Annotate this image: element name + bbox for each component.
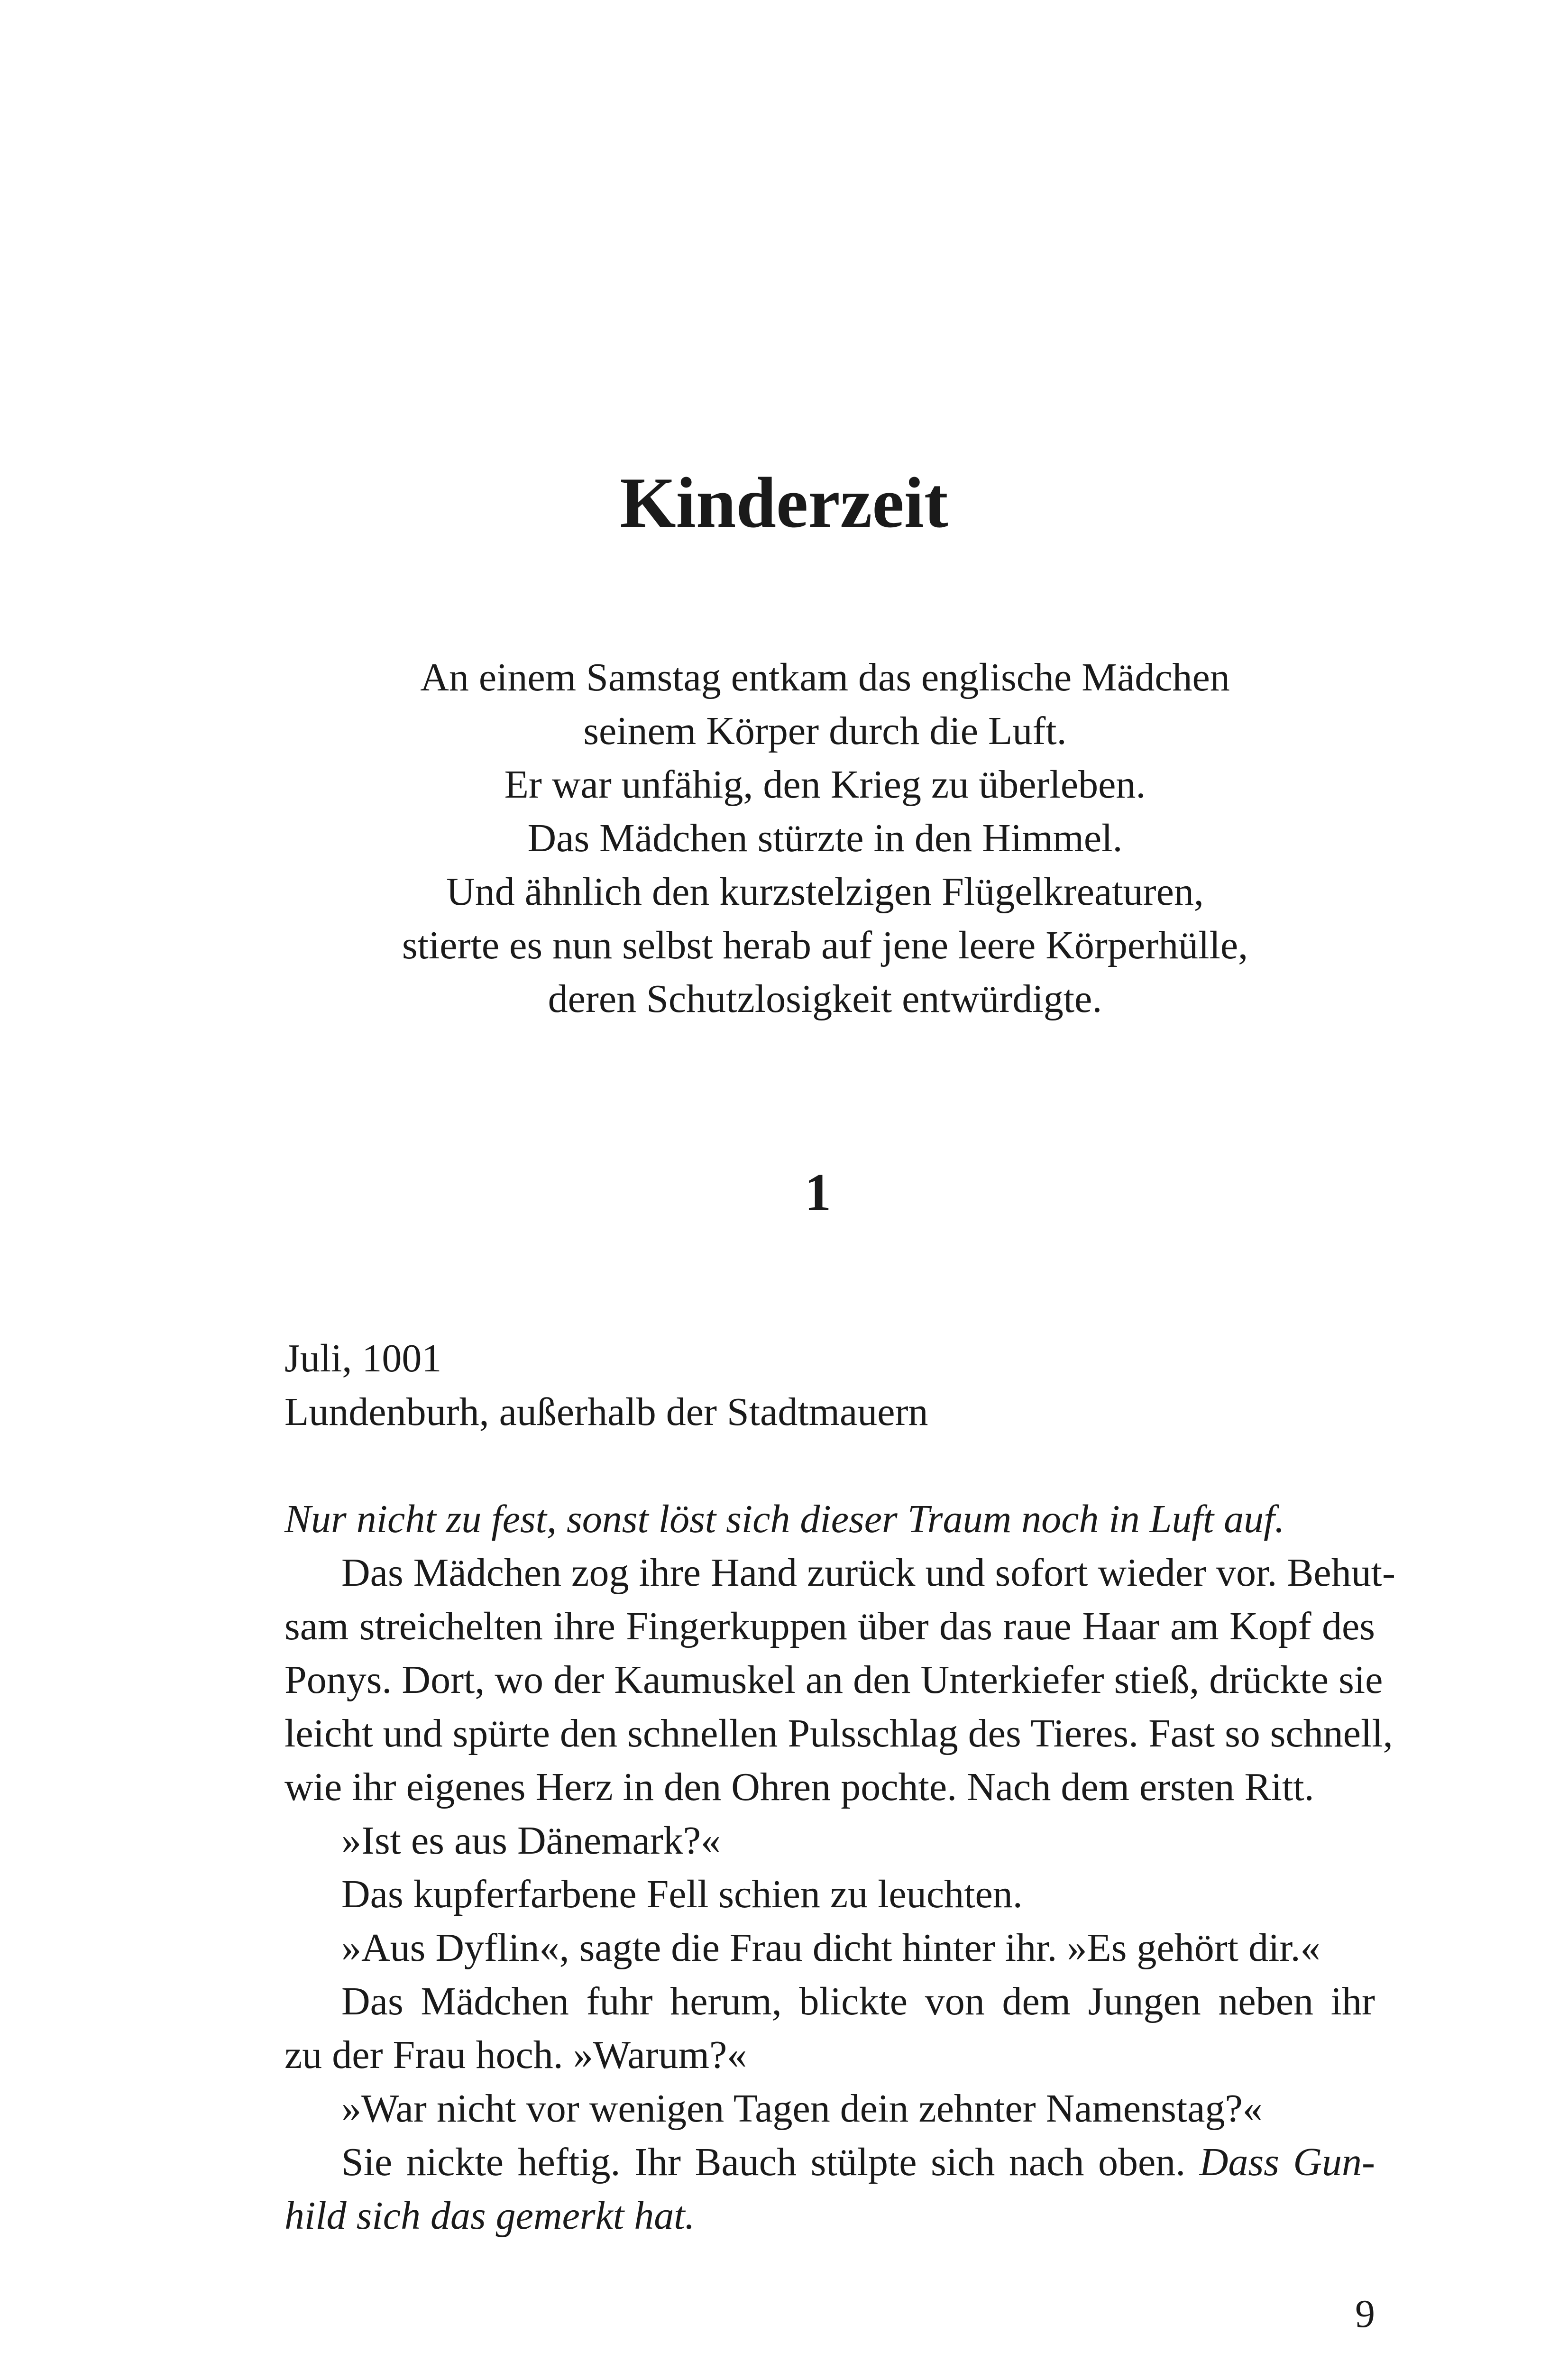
epigraph-line: An einem Samstag entkam das englische Mädchen xyxy=(420,655,1230,699)
paragraph-gap xyxy=(284,1439,1375,1492)
paragraph-line: Das kupferfarbene Fell schien zu leuchten. xyxy=(341,1872,1023,1916)
dialogue-line: »Aus Dyflin«, sagte die Frau dicht hinter ihr. »Es gehört dir.« xyxy=(341,1926,1320,1970)
chapter-title: Kinderzeit xyxy=(620,463,948,542)
epigraph-line: Und ähnlich den kurzstelzigen Flügelkreaturen, xyxy=(446,870,1204,914)
page-number: 9 xyxy=(1355,2292,1375,2336)
epigraph-line: deren Schutzlosigkeit entwürdigte. xyxy=(548,977,1102,1021)
paragraph-line: Ponys. Dort, wo der Kaumuskel an den Unterkiefer stieß, drückte sie xyxy=(284,1658,1383,1702)
paragraph-line: Das Mädchen zog ihre Hand zurück und sofort wieder vor. Behut- xyxy=(341,1551,1396,1595)
dateline-date: Juli, 1001 xyxy=(284,1336,442,1380)
italic-thought: Dass Gun- xyxy=(1199,2140,1375,2184)
epigraph xyxy=(237,651,1413,1026)
paragraph-line: wie ihr eigenes Herz in den Ohren pochte. Nach dem ersten Ritt. xyxy=(284,1765,1314,1809)
epigraph-line: seinem Körper durch die Luft. xyxy=(583,709,1067,753)
paragraph-line: zu der Frau hoch. »Warum?« xyxy=(284,2033,747,2077)
epigraph-line: Das Mädchen stürzte in den Himmel. xyxy=(527,816,1123,860)
dateline-place: Lundenburh, außerhalb der Stadtmauern xyxy=(284,1390,928,1434)
paragraph-line: sam streichelten ihre Fingerkuppen über das raue Haar am Kopf des xyxy=(284,1604,1375,1648)
opening-italic-line: Nur nicht zu fest, sonst löst sich dieser Traum noch in Luft auf. xyxy=(284,1497,1285,1541)
italic-thought-line: hild sich das gemerkt hat. xyxy=(284,2194,695,2238)
paragraph-line: Das Mädchen fuhr herum, blickte von dem Jungen neben ihr xyxy=(341,1979,1375,2023)
paragraph-line: leicht und spürte den schnellen Pulsschlag des Tieres. Fast so schnell, xyxy=(284,1711,1393,1755)
epigraph-line: Er war unfähig, den Krieg zu überleben. xyxy=(504,763,1146,807)
dialogue-line: »War nicht vor wenigen Tagen dein zehnter Namenstag?« xyxy=(341,2086,1263,2131)
paragraph-line xyxy=(284,2135,1375,2189)
epigraph-line: stierte es nun selbst herab auf jene leere Körperhülle, xyxy=(402,923,1248,967)
section-number: 1 xyxy=(805,1163,831,1222)
dialogue-line: »Ist es aus Dänemark?« xyxy=(341,1819,721,1863)
body-text xyxy=(284,1332,1396,2242)
paragraph-text: Sie nickte heftig. Ihr Bauch stülpte sich nach oben. xyxy=(341,2140,1200,2184)
